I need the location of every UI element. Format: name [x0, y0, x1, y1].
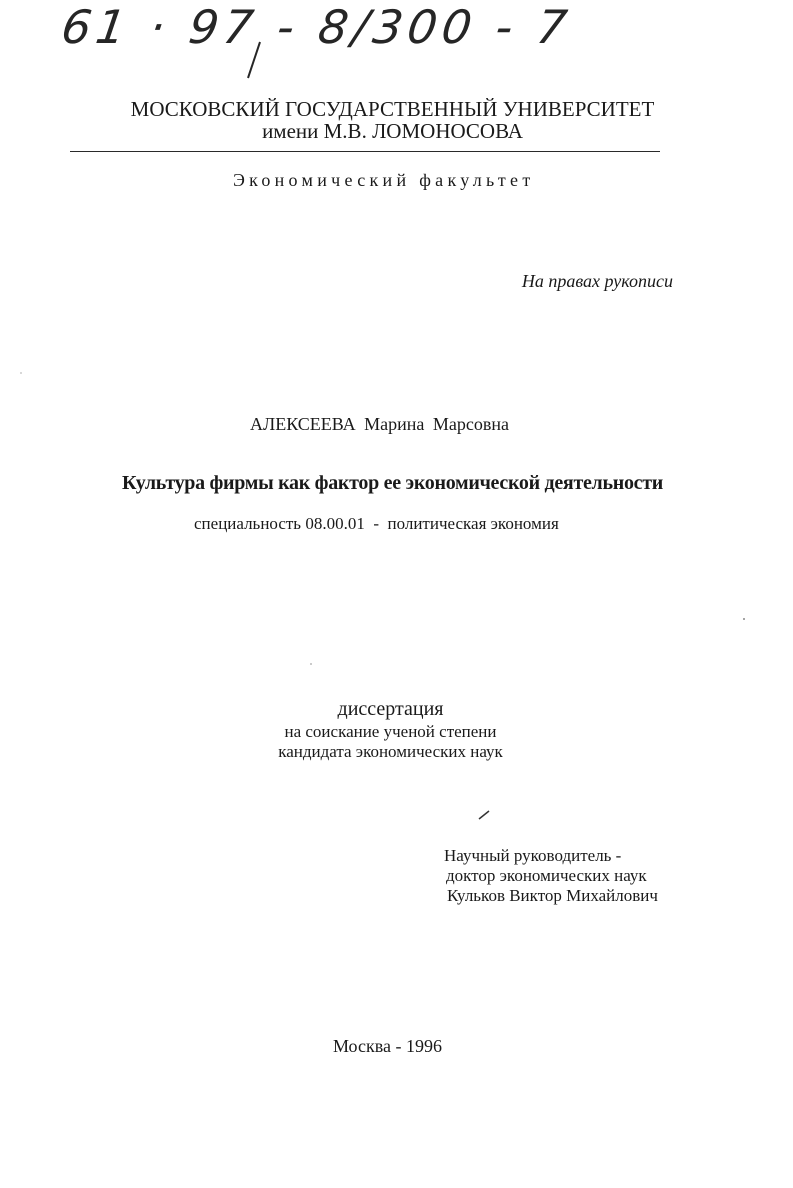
header-divider: [70, 151, 660, 152]
scan-speck: [310, 663, 312, 665]
pencil-mark: [478, 810, 490, 820]
university-name: МОСКОВСКИЙ ГОСУДАРСТВЕННЫЙ УНИВЕРСИТЕТ: [130, 97, 655, 121]
city-year: Москва - 1996: [333, 1036, 442, 1056]
author-name: АЛЕКСЕЕВА Марина Марсовна: [250, 414, 509, 434]
scan-speck: [20, 372, 22, 374]
scan-speck: [743, 618, 745, 620]
faculty-name: Экономический факультет: [233, 170, 535, 190]
manuscript-rights-note: На правах рукописи: [521, 271, 673, 291]
handwritten-catalog-number: 61 · 97 - 8/300 - 7: [58, 0, 576, 54]
specialty-line: специальность 08.00.01 - политическая экономия: [194, 514, 559, 533]
university-subname: имени М.В. ЛОМОНОСОВА: [262, 119, 523, 143]
supervisor-name: Кульков Виктор Михайлович: [447, 886, 658, 905]
handwritten-stroke: [240, 40, 270, 80]
dissertation-heading: диссертация: [337, 698, 444, 720]
supervisor-degree: доктор экономических наук: [446, 866, 647, 885]
dissertation-degree-line: на соискание ученой степени: [284, 722, 497, 741]
thesis-title: Культура фирмы как фактор ее экономической деятельности: [121, 472, 663, 494]
supervisor-label: Научный руководитель -: [444, 846, 622, 865]
dissertation-degree-line-2: кандидата экономических наук: [278, 742, 503, 761]
